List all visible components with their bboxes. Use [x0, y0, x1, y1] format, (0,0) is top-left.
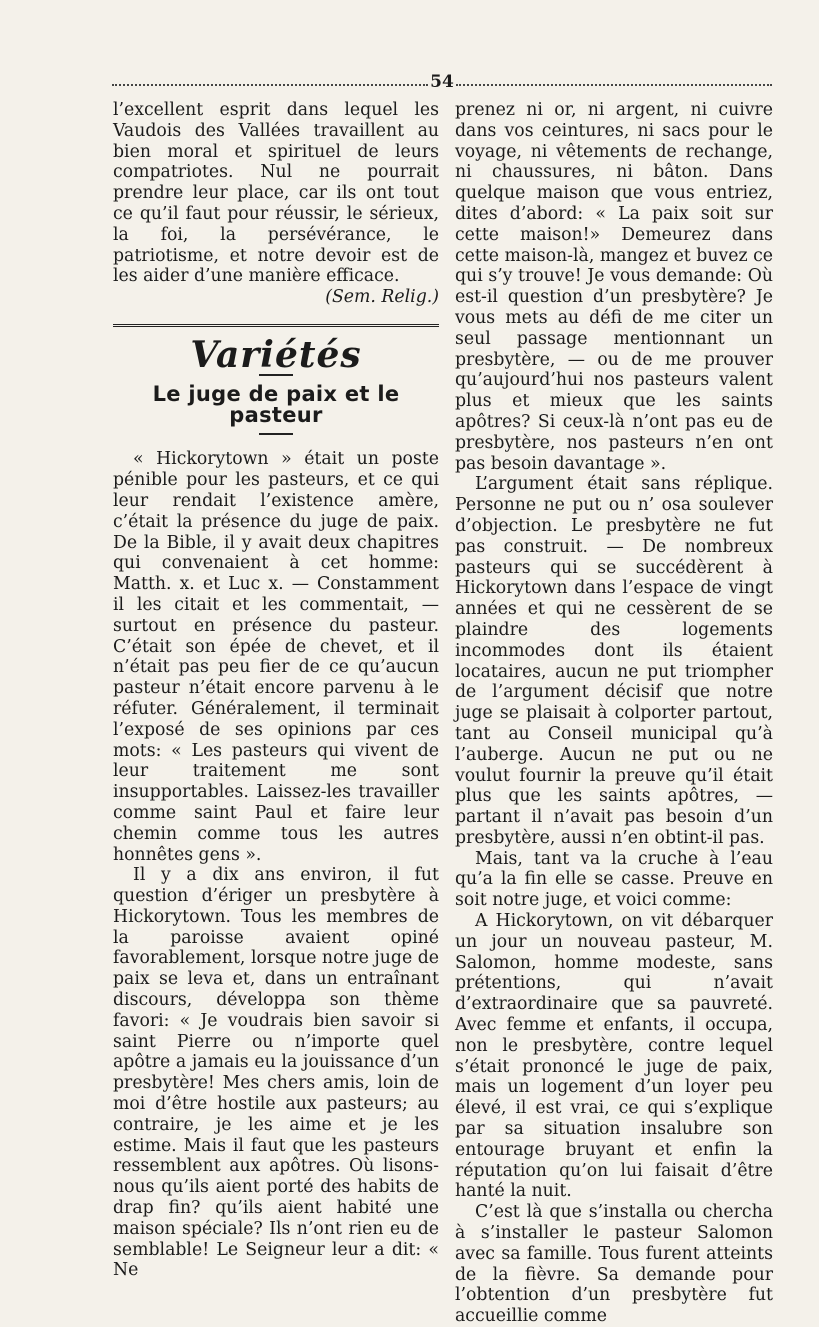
paragraph: prenez ni or, ni argent, ni cuivre dans vos ceintures, ni sacs pour le voyage, ni vêtements de rechange, ni chaussures, ni bâton. Dans quelque maison que vous entriez, dites d’abord: « La paix soit sur cette maison!» Demeurez dans cette maison-là, mangez et buvez ce qui s’y trouve! Je vous demande: Où est-il question d’un presbytère? Je vous mets au défi de me citer un seul passage mentionnant un presbytère, — ou de me prouver qu’aujourd’hui nos pasteurs valent plus et mieux que les saints apôtres? Si ceux-là n’ont pas eu de presbytère, nos pasteurs n’en ont pas besoin davantage ». — [455, 100, 773, 474]
paragraph: « Hickorytown » était un poste pénible pour les pasteurs, et ce qui leur rendait l’existence amère, c’était la présence du juge de paix. De la Bible, il y avait deux chapitres qui convenaient à cet homme: Matth. x. et Luc x. — Constamment il les citait et les commentait, — surtout en présence du pasteur. C’était son épée de chevet, et il n’était pas peu fier de ce qu’aucun pasteur n’était encore parvenu à le réfuter. Généralement, il terminait l’exposé de ses opinions par ces mots: « Les pasteurs qui vivent de leur traitement me sont insupportables. Laissez-les travailler comme saint Paul et faire leur chemin comme tous les autres honnêtes gens ». — [113, 449, 439, 865]
header-rule-left — [112, 84, 428, 86]
intro-source: (Sem. Relig.) — [325, 287, 439, 308]
paragraph: L’argument était sans réplique. Personne ne put ou n’ osa soulever d’objection. Le presbytère ne fut pas construit. — De nombreux pasteurs qui se succédèrent à Hickorytown dans l’espace de vingt années et qui ne cessèrent de se plaindre des logements incommodes dont ils étaient locataires, aucun ne put triompher de l’argument décisif que notre juge se plaisait à colporter partout, tant au Conseil municipal qu’à l’auberge. Aucun ne put ou ne voulut fournir la preuve qu’il était plus que les saints apôtres, — partant il n’avait pas besoin d’un presbytère, aussi n’en obtint-il pas. — [455, 474, 773, 848]
paragraph: Mais, tant va la cruche à l’eau qu’a la fin elle se casse. Preuve en soit notre juge, et voici comme: — [455, 848, 773, 911]
section-divider — [113, 324, 439, 327]
section-title: Variétés — [190, 333, 362, 376]
article-title: Le juge de paix et le pasteur — [152, 381, 400, 427]
paragraph: Il y a dix ans environ, il fut question d’ériger un presbytère à Hickorytown. Tous les membres de la paroisse avaient opiné favorablement, lorsque notre juge de paix se leva et, dans un entraînant discours, développa son thème favori: « Je voudrais bien savoir si saint Pierre ou n’importe quel apôtre a jamais eu la jouissance d’un presbytère! Mes chers amis, loin de moi d’être hostile aux pasteurs; au contraire, je les aime et je les estime. Mais il faut que les pasteurs ressemblent aux apôtres. Où lisons-nous qu’ils aient porté des habits de drap fin? qu’ils aient habité une maison spéciale? Ils n’ont rien eu de semblable! Le Seigneur leur a dit: « Ne — [113, 865, 439, 1281]
header-rule-right — [456, 84, 772, 86]
paragraph: A Hickorytown, on vit débarquer un jour un nouveau pasteur, M. Salomon, homme modeste, sans prétentions, qui n’avait d’extraordinaire que sa pauvreté. Avec femme et enfants, il occupa, non le presbytère, contre lequel s’était prononcé le juge de paix, mais un logement d’un loyer peu élevé, il est vrai, ce qui s’explique par sa situation insalubre son entourage bruyant et enfin la réputation qu’on lui faisait d’être hanté la nuit. — [455, 911, 773, 1202]
paragraph: C’est là que s’installa ou chercha à s’installer le pasteur Salomon avec sa famille. Tous furent atteints de la fièvre. Sa demande pour l’obtention d’un presbytère fut accueillie comme — [455, 1202, 773, 1327]
page-header — [112, 70, 772, 100]
intro-text: l’excellent esprit dans lequel les Vaudois des Vallées travaillent au bien moral et spirituel de leurs compatriotes. Nul ne pourrait prendre leur place, car ils ont tout ce qu’il faut pour réussir, le sérieux, la foi, la persévérance, le patriotisme, et notre devoir est de les aider d’une manière efficace. — [113, 100, 439, 287]
page-number: 54 — [430, 72, 454, 92]
left-column — [113, 100, 439, 1281]
right-column — [455, 100, 773, 1327]
title-dash-bottom — [259, 433, 293, 435]
intro-paragraph — [113, 100, 439, 308]
